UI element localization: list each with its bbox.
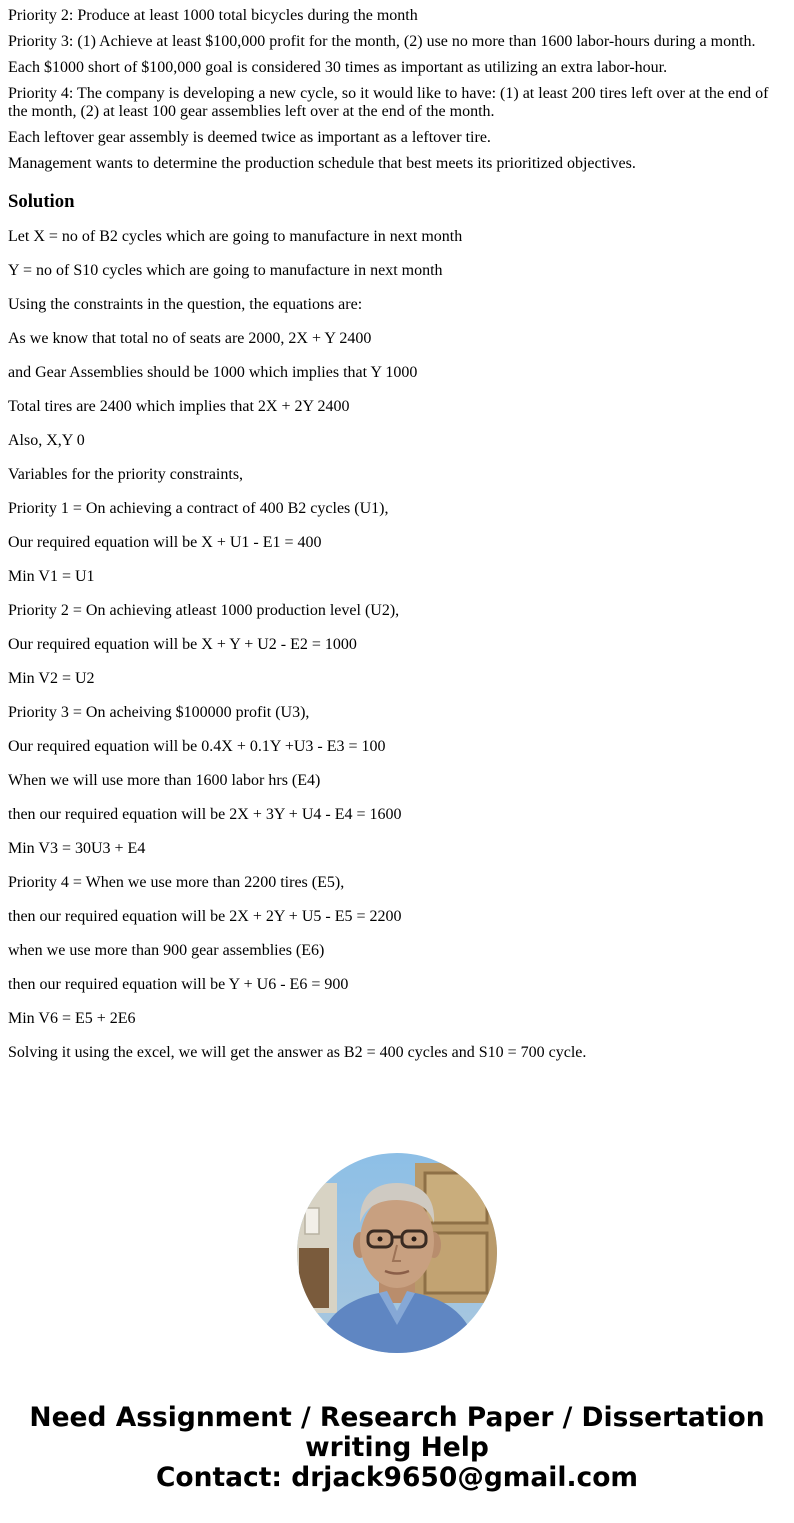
solution-line: Min V1 = U1: [8, 568, 95, 585]
contact-email: Contact: drjack9650@gmail.com: [155, 1462, 639, 1493]
solution-line: As we know that total no of seats are 2000, 2X + Y 2400: [8, 330, 372, 347]
solution-line: when we use more than 900 gear assemblies (E6): [8, 942, 325, 959]
banner-line: Need Assignment / Research Paper / Dissertation: [29, 1402, 765, 1433]
problem-statement: [8, 7, 786, 173]
intro-paragraph: Each leftover gear assembly is deemed twice as important as a leftover tire.: [8, 129, 491, 146]
solution-line: Min V6 = E5 + 2E6: [8, 1010, 136, 1027]
intro-paragraph: Management wants to determine the production schedule that best meets its prioritized objectives.: [8, 155, 636, 172]
solution-line: Priority 4 = When we use more than 2200 tires (E5),: [8, 874, 345, 891]
author-avatar: [297, 1153, 497, 1353]
solution-line: Min V3 = 30U3 + E4: [8, 840, 146, 857]
intro-paragraph: Priority 2: Produce at least 1000 total bicycles during the month: [8, 7, 418, 24]
contact-banner: [0, 1403, 794, 1493]
solution-line: Our required equation will be X + U1 - E1 = 400: [8, 534, 322, 551]
document-body: [8, 0, 786, 1062]
solution-line: Also, X,Y 0: [8, 432, 85, 449]
solution-line: and Gear Assemblies should be 1000 which implies that Y 1000: [8, 364, 418, 381]
solution-line: Y = no of S10 cycles which are going to manufacture in next month: [8, 262, 443, 279]
solution-line: then our required equation will be 2X + 2Y + U5 - E5 = 2200: [8, 908, 402, 925]
solution-line: Priority 1 = On achieving a contract of 400 B2 cycles (U1),: [8, 500, 389, 517]
banner-line: writing Help: [305, 1432, 489, 1463]
solution-line: then our required equation will be Y + U6 - E6 = 900: [8, 976, 349, 993]
solution-heading: Solution: [8, 191, 75, 212]
intro-paragraph: Priority 3: (1) Achieve at least $100,000 profit for the month, (2) use no more than 1600 labor-hours during a month.: [8, 33, 756, 50]
solution-line: When we will use more than 1600 labor hrs (E4): [8, 772, 321, 789]
solution-line: Using the constraints in the question, the equations are:: [8, 296, 363, 313]
solution-line: then our required equation will be 2X + 3Y + U4 - E4 = 1600: [8, 806, 402, 823]
solution-line: Our required equation will be X + Y + U2 - E2 = 1000: [8, 636, 357, 653]
solution-line: Priority 3 = On acheiving $100000 profit (U3),: [8, 704, 310, 721]
solution-line: Our required equation will be 0.4X + 0.1Y +U3 - E3 = 100: [8, 738, 386, 755]
solution-line: Solving it using the excel, we will get the answer as B2 = 400 cycles and S10 = 700 cycle.: [8, 1044, 587, 1061]
intro-paragraph: Each $1000 short of $100,000 goal is considered 30 times as important as utilizing an extra labor-hour.: [8, 59, 668, 76]
solution-body: [8, 228, 786, 1062]
solution-line: Min V2 = U2: [8, 670, 95, 687]
intro-paragraph: Priority 4: The company is developing a new cycle, so it would like to have: (1) at least 200 tires left over at the end of the month, (2) at least 100 gear assemblies left over at the end of the month.: [8, 85, 769, 120]
solution-line: Priority 2 = On achieving atleast 1000 production level (U2),: [8, 602, 400, 619]
solution-line: Variables for the priority constraints,: [8, 466, 244, 483]
author-photo: [297, 1153, 497, 1353]
solution-line: Total tires are 2400 which implies that 2X + 2Y 2400: [8, 398, 350, 415]
solution-line: Let X = no of B2 cycles which are going to manufacture in next month: [8, 228, 463, 245]
